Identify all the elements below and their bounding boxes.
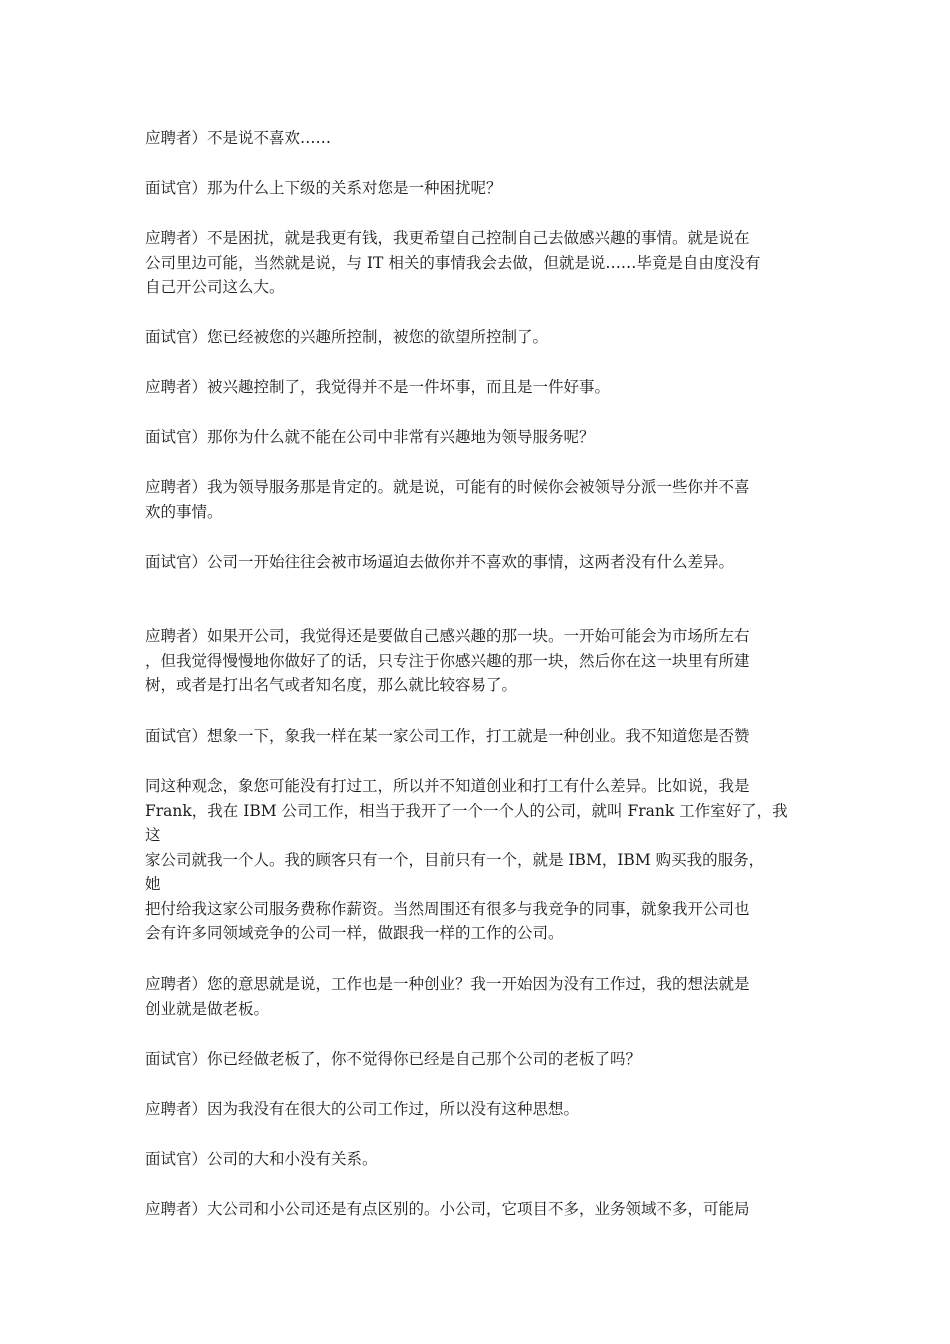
paragraph-2 — [145, 176, 815, 201]
paragraph-4 — [145, 325, 815, 350]
text-line: 应聘者）被兴趣控制了，我觉得并不是一件坏事，而且是一件好事。 — [145, 378, 611, 396]
paragraph-7 — [145, 475, 815, 524]
text-line: 同这种观念，象您可能没有打过工，所以并不知道创业和打工有什么差异。比如说，我是 — [145, 777, 750, 795]
paragraph-3 — [145, 226, 815, 300]
paragraph-13 — [145, 1047, 815, 1072]
paragraph-10 — [145, 724, 815, 749]
text-line: 欢的事情。 — [145, 502, 223, 521]
text-line: 她 — [145, 875, 161, 893]
text-line: 应聘者）您的意思就是说，工作也是一种创业？我一开始因为没有工作过，我的想法就是 — [145, 975, 750, 993]
text-line: 面试官）公司一开始往往会被市场逼迫去做你并不喜欢的事情，这两者没有什么差异。 — [145, 553, 735, 571]
text-line: 会有许多同领域竞争的公司一样，做跟我一样的工作的公司。 — [145, 924, 564, 942]
paragraph-12 — [145, 972, 815, 1021]
text-line: 面试官）那为什么上下级的关系对您是一种困扰呢？ — [145, 179, 502, 197]
paragraph-5 — [145, 375, 815, 400]
text-line: 应聘者）因为我没有在很大的公司工作过，所以没有这种思想。 — [145, 1100, 580, 1118]
text-line: 自己开公司这么大。 — [145, 278, 285, 296]
paragraph-15 — [145, 1147, 815, 1172]
paragraph-8 — [145, 550, 815, 575]
text-line: 这 — [145, 826, 161, 844]
text-line: 面试官）公司的大和小没有关系。 — [145, 1150, 378, 1168]
text-line: 面试官）您已经被您的兴趣所控制，被您的欲望所控制了。 — [145, 328, 549, 346]
text-line: 家公司就我一个人。我的顾客只有一个，目前只有一个，就是 IBM，IBM 购买我的服务， — [145, 850, 765, 869]
text-line: 应聘者）不是说不喜欢…… — [145, 129, 332, 147]
text-line: 把付给我这家公司服务费称作薪资。当然周围还有很多与我竞争的同事，就象我开公司也 — [145, 899, 750, 918]
text-line: 应聘者）如果开公司，我觉得还是要做自己感兴趣的那一块。一开始可能会为市场所左右 — [145, 627, 750, 645]
text-line: 面试官）想象一下，象我一样在某一家公司工作，打工就是一种创业。我不知道您是否赞 — [145, 727, 750, 745]
text-line: 面试官）你已经做老板了，你不觉得你已经是自己那个公司的老板了吗？ — [145, 1050, 642, 1068]
text-line: 面试官）那你为什么就不能在公司中非常有兴趣地为领导服务呢？ — [145, 428, 595, 446]
paragraph-11 — [145, 774, 815, 946]
text-line: 应聘者）我为领导服务那是肯定的。就是说，可能有的时候你会被领导分派一些你并不喜 — [145, 478, 750, 496]
paragraph-14 — [145, 1097, 815, 1122]
paragraph-9 — [145, 624, 815, 698]
text-line: 应聘者）不是困扰，就是我更有钱，我更希望自己控制自己去做感兴趣的事情。就是说在 — [145, 229, 750, 247]
text-line: 应聘者）大公司和小公司还是有点区别的。小公司，它项目不多，业务领域不多，可能局 — [145, 1200, 750, 1218]
text-line: 树，或者是打出名气或者知名度，那么就比较容易了。 — [145, 676, 518, 694]
text-line: ，但我觉得慢慢地你做好了的话，只专注于你感兴趣的那一块，然后你在这一块里有所建 — [145, 651, 750, 670]
paragraph-6 — [145, 425, 815, 450]
text-line: 创业就是做老板。 — [145, 999, 270, 1018]
text-line: Frank，我在 IBM 公司工作，相当于我开了一个一个人的公司，就叫 Frank 工作室好了，我 — [145, 801, 788, 820]
paragraph-16 — [145, 1197, 815, 1222]
text-line: 公司里边可能，当然就是说，与 IT 相关的事情我会去做，但就是说……毕竟是自由度没有 — [145, 253, 761, 272]
paragraph-1 — [145, 126, 815, 151]
